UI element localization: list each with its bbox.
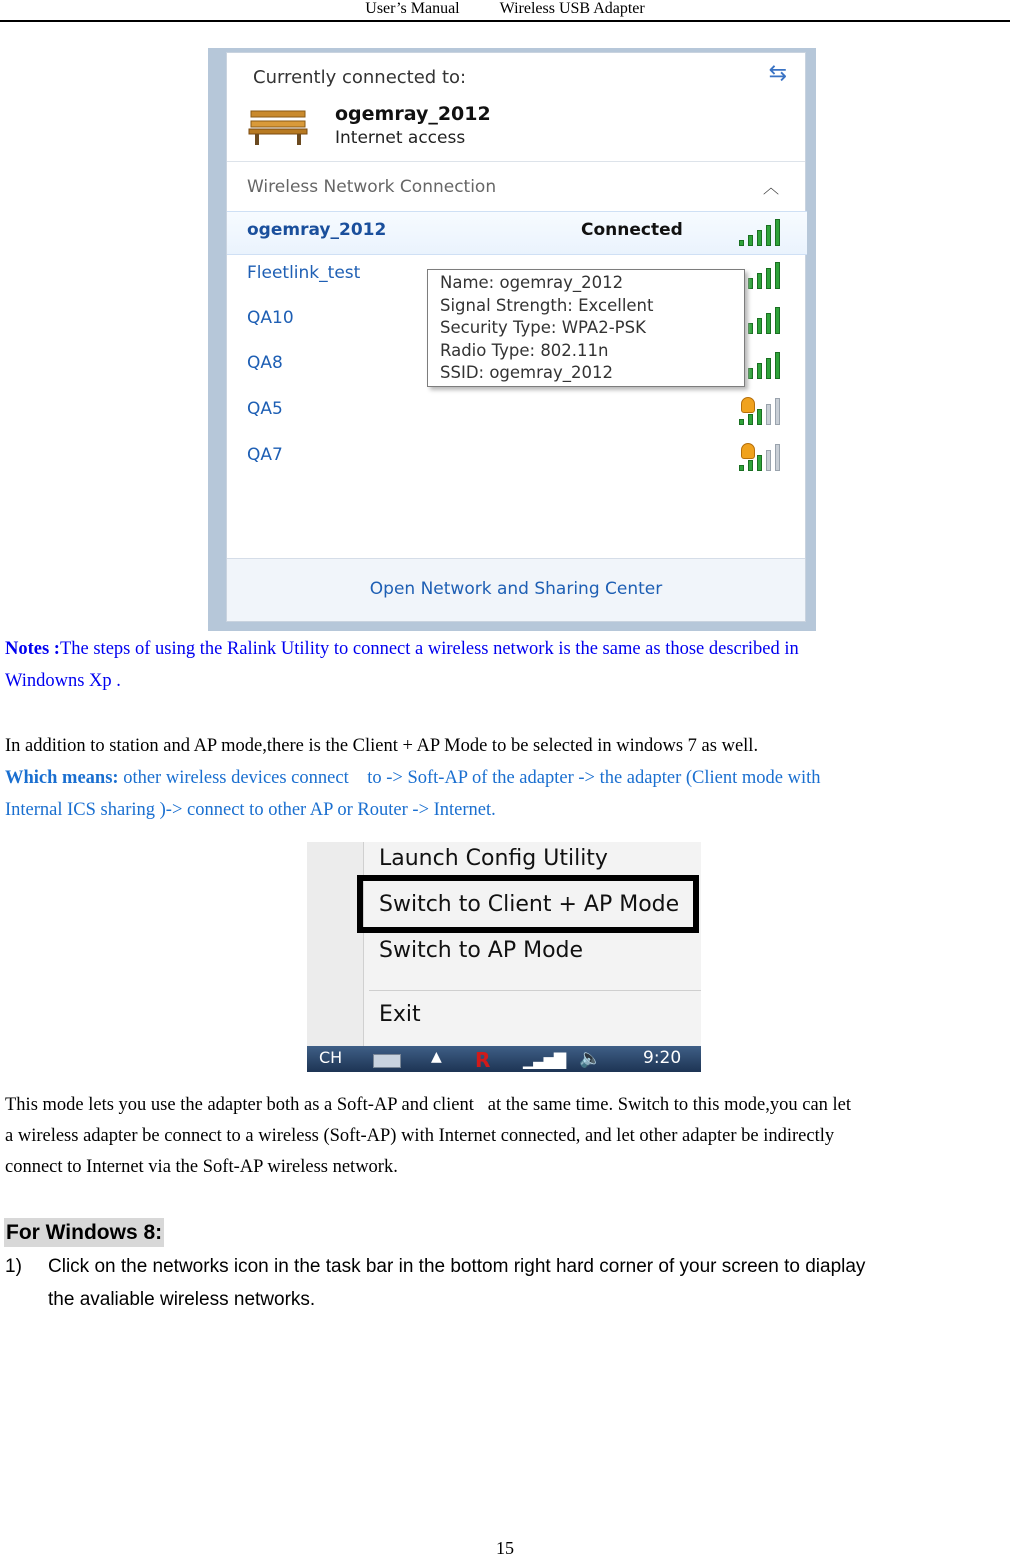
network-flyout xyxy=(226,52,806,622)
signal-strength-icon xyxy=(739,218,785,246)
menu-icon-strip xyxy=(307,842,364,1046)
highlight-box xyxy=(357,875,699,933)
notes-text-2: Windowns Xp . xyxy=(5,671,121,691)
signal-strength-icon xyxy=(739,397,785,425)
which-means-paragraph xyxy=(5,762,1005,826)
page-header xyxy=(0,0,1010,22)
mode-paragraph xyxy=(5,1090,1005,1183)
tooltip-security: Security Type: WPA2-PSK xyxy=(440,318,646,337)
step-text xyxy=(48,1250,998,1316)
tooltip-ssid: SSID: ogemray_2012 xyxy=(440,363,614,382)
network-status: Connected xyxy=(581,220,683,240)
windows8-heading: For Windows 8: xyxy=(4,1218,164,1247)
taskbar xyxy=(307,1046,701,1072)
divider xyxy=(227,161,805,162)
currently-connected-label: Currently connected to: xyxy=(253,67,467,88)
show-hidden-icons-icon[interactable]: ▲ xyxy=(431,1049,442,1065)
signal-strength-icon xyxy=(739,351,785,379)
network-name: ogemray_2012 xyxy=(247,220,387,240)
current-network-status: Internet access xyxy=(335,128,466,148)
network-row-ogemray[interactable] xyxy=(227,211,807,255)
clock[interactable]: 9:20 xyxy=(643,1048,682,1068)
step-number: 1) xyxy=(5,1256,22,1277)
current-network-name: ogemray_2012 xyxy=(335,103,491,125)
network-name: Fleetlink_test xyxy=(247,263,361,283)
open-network-center-link[interactable]: Open Network and Sharing Center xyxy=(369,579,663,599)
menu-item-ap-mode[interactable]: Switch to AP Mode xyxy=(379,938,584,963)
volume-icon[interactable]: 🔈 xyxy=(579,1048,602,1069)
addition-paragraph: In addition to station and AP mode,there is the Client + AP Mode to be selected in windows 7 as well. xyxy=(5,736,759,756)
network-name: QA8 xyxy=(247,353,283,373)
ralink-utility-icon[interactable]: R xyxy=(475,1048,491,1072)
header-manual-title: User’s Manual xyxy=(365,0,460,17)
signal-strength-icon xyxy=(739,306,785,334)
signal-strength-icon xyxy=(739,261,785,289)
mode-line-1: This mode lets you use the adapter both as a Soft-AP and client at the same time. Switch to this mode,you can let xyxy=(5,1095,852,1115)
notes-text: The steps of using the Ralink Utility to connect a wireless network is the same as those described in xyxy=(59,639,799,659)
chevron-up-icon[interactable]: ︿ xyxy=(762,178,779,197)
notes-paragraph xyxy=(5,633,1005,697)
which-means-label: Which means: xyxy=(5,768,119,788)
network-flyout-screenshot xyxy=(208,48,816,631)
tray-menu-screenshot xyxy=(307,842,701,1072)
mode-line-2: a wireless adapter be connect to a wireless (Soft-AP) with Internet connected, and let other adapter be indirectly xyxy=(5,1126,835,1146)
notes-label: Notes : xyxy=(5,639,60,659)
tooltip-signal: Signal Strength: Excellent xyxy=(440,295,654,315)
network-details-tooltip xyxy=(427,269,745,387)
open-network-center-bar xyxy=(227,558,805,621)
header-product-title: Wireless USB Adapter xyxy=(499,0,645,17)
page-number: 15 xyxy=(496,1538,514,1558)
network-name: QA5 xyxy=(247,399,283,419)
network-row-qa5[interactable] xyxy=(227,391,807,433)
mode-line-3: connect to Internet via the Soft-AP wireless network. xyxy=(5,1157,398,1177)
menu-separator xyxy=(369,990,701,991)
keyboard-icon[interactable] xyxy=(373,1054,401,1068)
network-name: QA7 xyxy=(247,445,283,465)
bench-icon xyxy=(247,105,309,147)
which-means-text-2: Internal ICS sharing )-> connect to other AP or Router -> Internet. xyxy=(5,800,496,820)
signal-strength-icon xyxy=(739,443,785,471)
language-indicator[interactable]: CH xyxy=(319,1048,343,1067)
menu-item-client-ap-mode[interactable]: Switch to Client + AP Mode xyxy=(379,892,680,917)
step-line-1: Click on the networks icon in the task bar in the bottom right hard corner of your screen to diaplay xyxy=(48,1256,866,1277)
which-means-text: other wireless devices connect to -> Soft-AP of the adapter -> the adapter (Client mode with xyxy=(118,768,821,788)
menu-item-exit[interactable]: Exit xyxy=(379,1002,421,1027)
tooltip-radio: Radio Type: 802.11n xyxy=(440,340,609,360)
menu-item-launch-config[interactable]: Launch Config Utility xyxy=(379,846,608,871)
tooltip-name: Name: ogemray_2012 xyxy=(440,273,624,292)
network-signal-icon[interactable]: ▁▃▅▇ xyxy=(523,1050,565,1069)
network-name: QA10 xyxy=(247,308,294,328)
refresh-icon[interactable]: ⇆ xyxy=(768,61,787,86)
section-title: Wireless Network Connection xyxy=(247,177,497,197)
network-row-qa7[interactable] xyxy=(227,437,807,479)
step-line-2: the avaliable wireless networks. xyxy=(48,1289,316,1310)
